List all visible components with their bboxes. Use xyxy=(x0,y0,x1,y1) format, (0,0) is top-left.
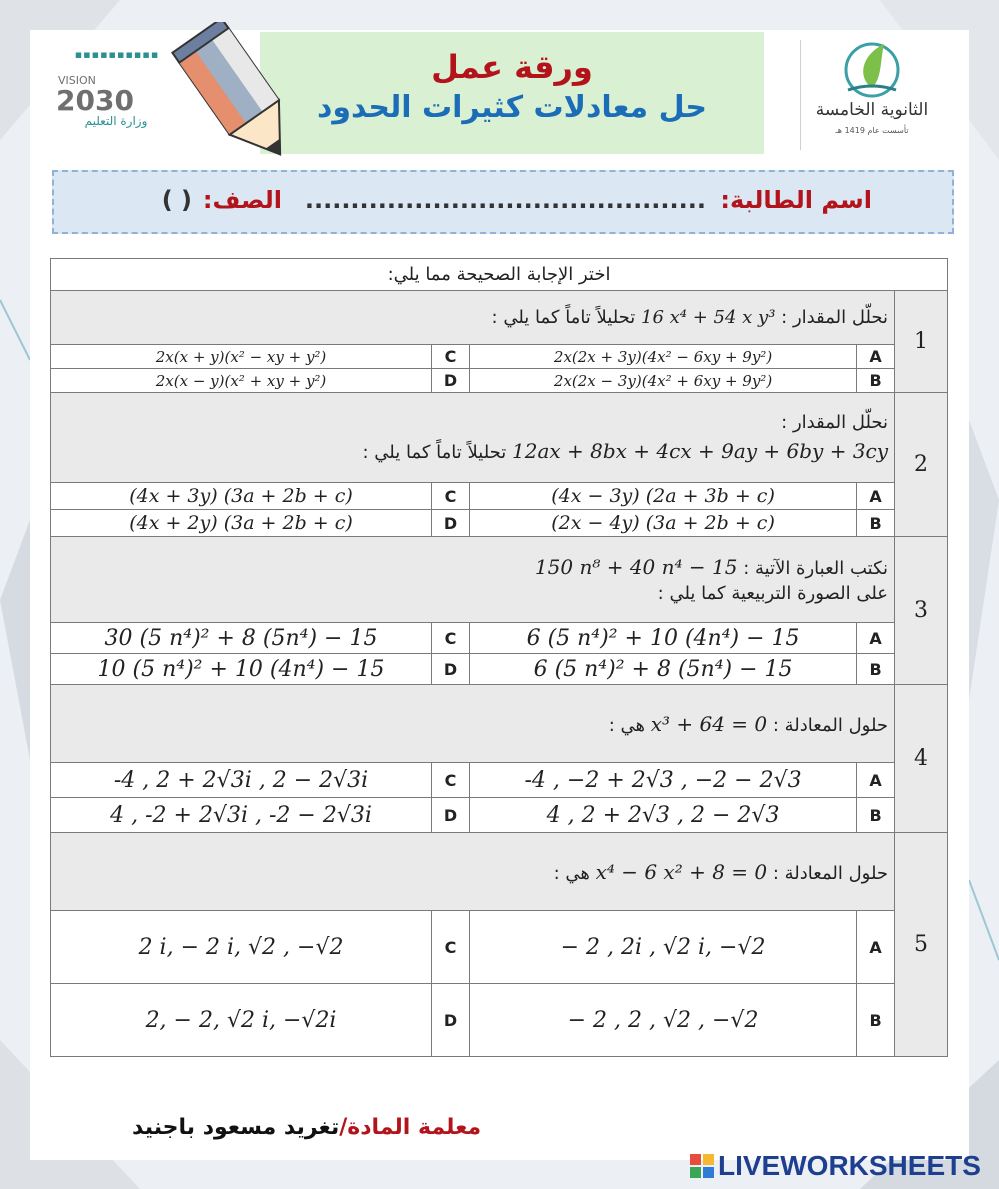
question-text: نحلّل المقدار : 12ax + 8bx + 4cx + 9ay + 6by + 3cy تحليلاً تاماً كما يلي : xyxy=(51,393,895,483)
school-logo xyxy=(808,38,936,148)
class-field[interactable]: ( ) xyxy=(161,186,192,214)
student-info-bar xyxy=(52,170,954,234)
question-expression: 16 x⁴ + 54 x y³ xyxy=(641,307,776,328)
question-text: نكتب العبارة الآتية : 150 n⁸ + 40 n⁴ − 15 على الصورة التربيعية كما يلي : xyxy=(51,537,895,623)
option-d[interactable]: 4 , -2 + 2√3i , -2 − 2√3i xyxy=(51,798,432,833)
option-letter-d[interactable]: D xyxy=(432,369,470,393)
question-expression: x⁴ − 6 x² + 8 = 0 xyxy=(595,859,768,884)
teacher-credit xyxy=(132,1115,481,1140)
vision-year: 2030 xyxy=(56,84,134,117)
option-letter-d[interactable]: D xyxy=(432,510,470,537)
option-letter-d[interactable]: D xyxy=(432,798,470,833)
option-a[interactable]: -4 , −2 + 2√3 , −2 − 2√3 xyxy=(470,763,857,798)
instruction: اختر الإجابة الصحيحة مما يلي: xyxy=(51,259,948,291)
title-banner xyxy=(260,32,764,154)
option-a[interactable]: − 2 , 2i , √2 i, −√2 xyxy=(470,911,857,984)
option-b[interactable]: − 2 , 2 , √2 , −√2 xyxy=(470,984,857,1057)
option-letter-d[interactable]: D xyxy=(432,654,470,685)
student-name-field[interactable]: ............................................ xyxy=(304,186,706,214)
watermark-text: LIVEWORKSHEETS xyxy=(718,1150,981,1181)
ministry-label: وزارة التعليم xyxy=(84,114,148,128)
question-number: 5 xyxy=(895,833,948,1057)
option-c[interactable]: 30 (5 n⁴)² + 8 (5n⁴) − 15 xyxy=(51,623,432,654)
teacher-name: تغريد مسعود باجنيد xyxy=(132,1115,340,1140)
option-c[interactable]: (4x + 3y) (3a + 2b + c) xyxy=(51,483,432,510)
question-text: حلول المعادلة : x⁴ − 6 x² + 8 = 0 هي : xyxy=(51,833,895,911)
option-b[interactable]: 6 (5 n⁴)² + 8 (5n⁴) − 15 xyxy=(470,654,857,685)
question-number: 2 xyxy=(895,393,948,537)
question-expression: 12ax + 8bx + 4cx + 9ay + 6by + 3cy xyxy=(512,439,889,463)
option-letter-b[interactable]: B xyxy=(857,984,895,1057)
option-a[interactable]: 6 (5 n⁴)² + 10 (4n⁴) − 15 xyxy=(470,623,857,654)
option-letter-c[interactable]: C xyxy=(432,623,470,654)
option-c[interactable]: 2 i, − 2 i, √2 , −√2 xyxy=(51,911,432,984)
option-b[interactable]: (2x − 4y) (3a + 2b + c) xyxy=(470,510,857,537)
question-expression: x³ + 64 = 0 xyxy=(650,711,768,736)
questions-table xyxy=(50,258,948,1057)
option-letter-c[interactable]: C xyxy=(432,483,470,510)
option-d[interactable]: (4x + 2y) (3a + 2b + c) xyxy=(51,510,432,537)
option-letter-a[interactable]: A xyxy=(857,483,895,510)
student-name-label: اسم الطالبة: xyxy=(720,186,872,214)
option-letter-d[interactable]: D xyxy=(432,984,470,1057)
school-name: الثانوية الخامسة xyxy=(815,100,929,120)
option-d[interactable]: 2, − 2, √2 i, −√2i xyxy=(51,984,432,1057)
question-number: 3 xyxy=(895,537,948,685)
vision-en-label: VISION xyxy=(58,74,96,87)
page-subtitle: حل معادلات كثيرات الحدود xyxy=(317,90,707,125)
option-b[interactable]: 2x(2x − 3y)(4x² + 6xy + 9y²) xyxy=(470,369,857,393)
option-d[interactable]: 10 (5 n⁴)² + 10 (4n⁴) − 15 xyxy=(51,654,432,685)
liveworksheets-logo-icon xyxy=(690,1154,714,1178)
option-d[interactable]: 2x(x − y)(x² + xy + y²) xyxy=(51,369,432,393)
book-leaf-icon xyxy=(808,38,936,100)
school-founded: تأسست عام 1419 هـ xyxy=(835,126,909,135)
page-title: ورقة عمل xyxy=(431,48,593,86)
option-a[interactable]: (4x − 3y) (2a + 3b + c) xyxy=(470,483,857,510)
question-text: حلول المعادلة : x³ + 64 = 0 هي : xyxy=(51,685,895,763)
option-c[interactable]: 2x(x + y)(x² − xy + y²) xyxy=(51,345,432,369)
option-letter-b[interactable]: B xyxy=(857,510,895,537)
pencil-icon xyxy=(170,22,310,172)
option-letter-a[interactable]: A xyxy=(857,911,895,984)
class-label: الصف: xyxy=(202,186,282,214)
question-expression: 150 n⁸ + 40 n⁴ − 15 xyxy=(534,555,738,579)
header-divider xyxy=(800,40,801,150)
option-letter-a[interactable]: A xyxy=(857,345,895,369)
option-letter-c[interactable]: C xyxy=(432,911,470,984)
option-a[interactable]: 2x(2x + 3y)(4x² − 6xy + 9y²) xyxy=(470,345,857,369)
option-letter-b[interactable]: B xyxy=(857,654,895,685)
vision-2030-logo xyxy=(52,48,182,138)
liveworksheets-watermark xyxy=(690,1150,981,1182)
option-b[interactable]: 4 , 2 + 2√3 , 2 − 2√3 xyxy=(470,798,857,833)
question-text: نحلّل المقدار : 16 x⁴ + 54 x y³ تحليلاً تاماً كما يلي : xyxy=(51,291,895,345)
option-letter-b[interactable]: B xyxy=(857,369,895,393)
vision-dots-icon: ▪▪▪▪▪▪▪▪▪▪ xyxy=(74,48,160,61)
question-number: 4 xyxy=(895,685,948,833)
option-letter-a[interactable]: A xyxy=(857,763,895,798)
teacher-role: معلمة المادة/ xyxy=(339,1115,482,1140)
option-letter-b[interactable]: B xyxy=(857,798,895,833)
option-c[interactable]: -4 , 2 + 2√3i , 2 − 2√3i xyxy=(51,763,432,798)
option-letter-c[interactable]: C xyxy=(432,345,470,369)
option-letter-c[interactable]: C xyxy=(432,763,470,798)
question-number: 1 xyxy=(895,291,948,393)
option-letter-a[interactable]: A xyxy=(857,623,895,654)
